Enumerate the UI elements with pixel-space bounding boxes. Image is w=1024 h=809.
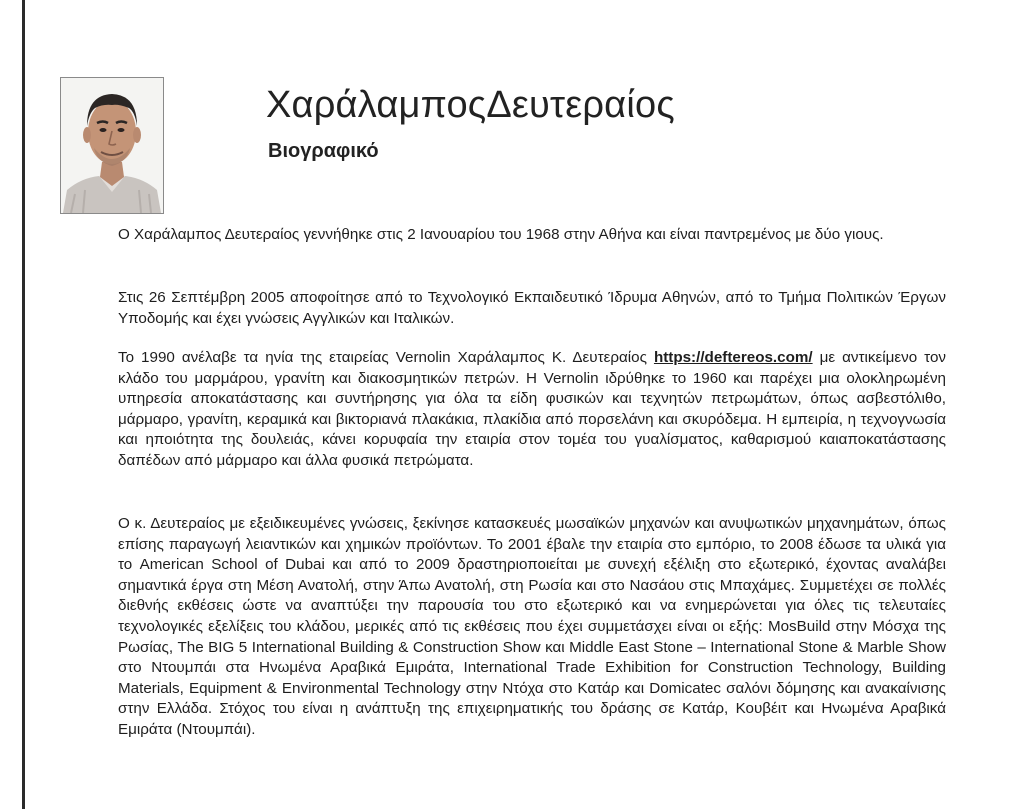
paragraph-company-body: με αντικείμενο τον κλάδο του μαρμάρου, γρανίτη και διακοσμητικών πετρών. Η Vernolin ιδρύθηκε το 1960 και παρέχει μια ολοκληρωμένη υπηρεσία αποκατάστασης και συντήρησης για όλα τα είδη φυσικών και τεχνητών πετρωμάτων, όπως ασβεστόλιθο, μάρμαρο, γρανίτη, κεραμικά και βικτοριανά πλακάκια, πλακίδια από πορσελάνη και σκυρόδεμα. Η εμπειρία, η τεχνογνωσία και ηποιότητα της δουλειάς, κάνει κορυφαία την εταιρία στον τομέα του γυαλίσματος, καθαρισμού καιαποκατάστασης δαπέδων από μάρμαρο και άλλα φυσικά πετρώματα. <box>118 349 946 469</box>
profile-photo <box>60 77 164 214</box>
paragraph-career: Ο κ. Δευτεραίος με εξειδικευμένες γνώσεις, ξεκίνησε κατασκευές μωσαϊκών μηχανών και ανυψωτικών μηχανημάτων, όπως επίσης παραγωγή λειαντικών και χημικών προϊόντων. Το 2001 έβαλε την εταιρία στο εμπόριο, το 2008 έδωσε τα υλικά για το American School of Dubai και από το 2009 δραστηριοποιείται με συνεχή εξέλιξη στο εξωτερικό, έχοντας αναλάβει σημαντικά έργα στη Μέση Ανατολή, στην Άπω Ανατολή, στη Ρωσία και στο Νασάου στις Μπαχάμες. Συμμετέχει σε πολλές διεθνής εκθέσεις ώστε να αναπτύξει την παρουσία του στο εξωτερικό και να ενημερώνεται για όλες τις τελευταίες τεχνολογικές εξελίξεις του κλάδου, μερικές από τις εκθέσεις που έχει συμμετάσχει είναι οι εξής: MosBuild στην Μόσχα της Ρωσίας, The BIG 5 International Building & Construction Show και Middle East Stone – International Stone & Marble Show στο Ντουμπάι στα Ηνωμένα Αραβικά Εμιράτα, International Trade Exhibition for Construction Technology, Building Materials, Equipment & Environmental Technology στην Ντόχα στο Κατάρ και Domicatec σαλόνι δόμησης και ανακαίνισης στην Ελλάδα. Στόχος του είναι η ανάπτυξη της επιχειρηματικής του δράσης σε Κατάρ, Κουβέιτ και Ηνωμένα Αραβικά Εμιράτα (Ντουμπάι). <box>118 515 946 738</box>
paragraph-company <box>118 348 946 472</box>
person-name: ΧαράλαμποςΔευτεραίος <box>266 84 675 126</box>
paragraph-company-intro: Το 1990 ανέλαβε τα ηνία της εταιρείας Vernolin Χαράλαμπος Κ. Δευτεραίος <box>118 349 654 366</box>
paragraph-birth: Ο Χαράλαμπος Δευτεραίος γεννήθηκε στις 2 Ιανουαρίου του 1968 στην Αθήνα και είναι παντρεμένος με δύο γιους. <box>118 226 884 243</box>
portrait-photo-icon <box>61 78 163 213</box>
page-left-border <box>22 0 25 809</box>
company-website-link[interactable]: https://deftereos.com/ <box>653 349 813 366</box>
paragraph-education: Στις 26 Σεπτέμβρη 2005 αποφοίτησε από το Τεχνολογικό Εκπαιδευτικό Ίδρυμα Αθηνών, από το Τμήμα Πολιτικών Έργων Υποδομής και έχει γνώσεις Αγγλικών και Ιταλικών. <box>118 289 946 327</box>
document-subtitle: Βιογραφικό <box>268 140 379 162</box>
